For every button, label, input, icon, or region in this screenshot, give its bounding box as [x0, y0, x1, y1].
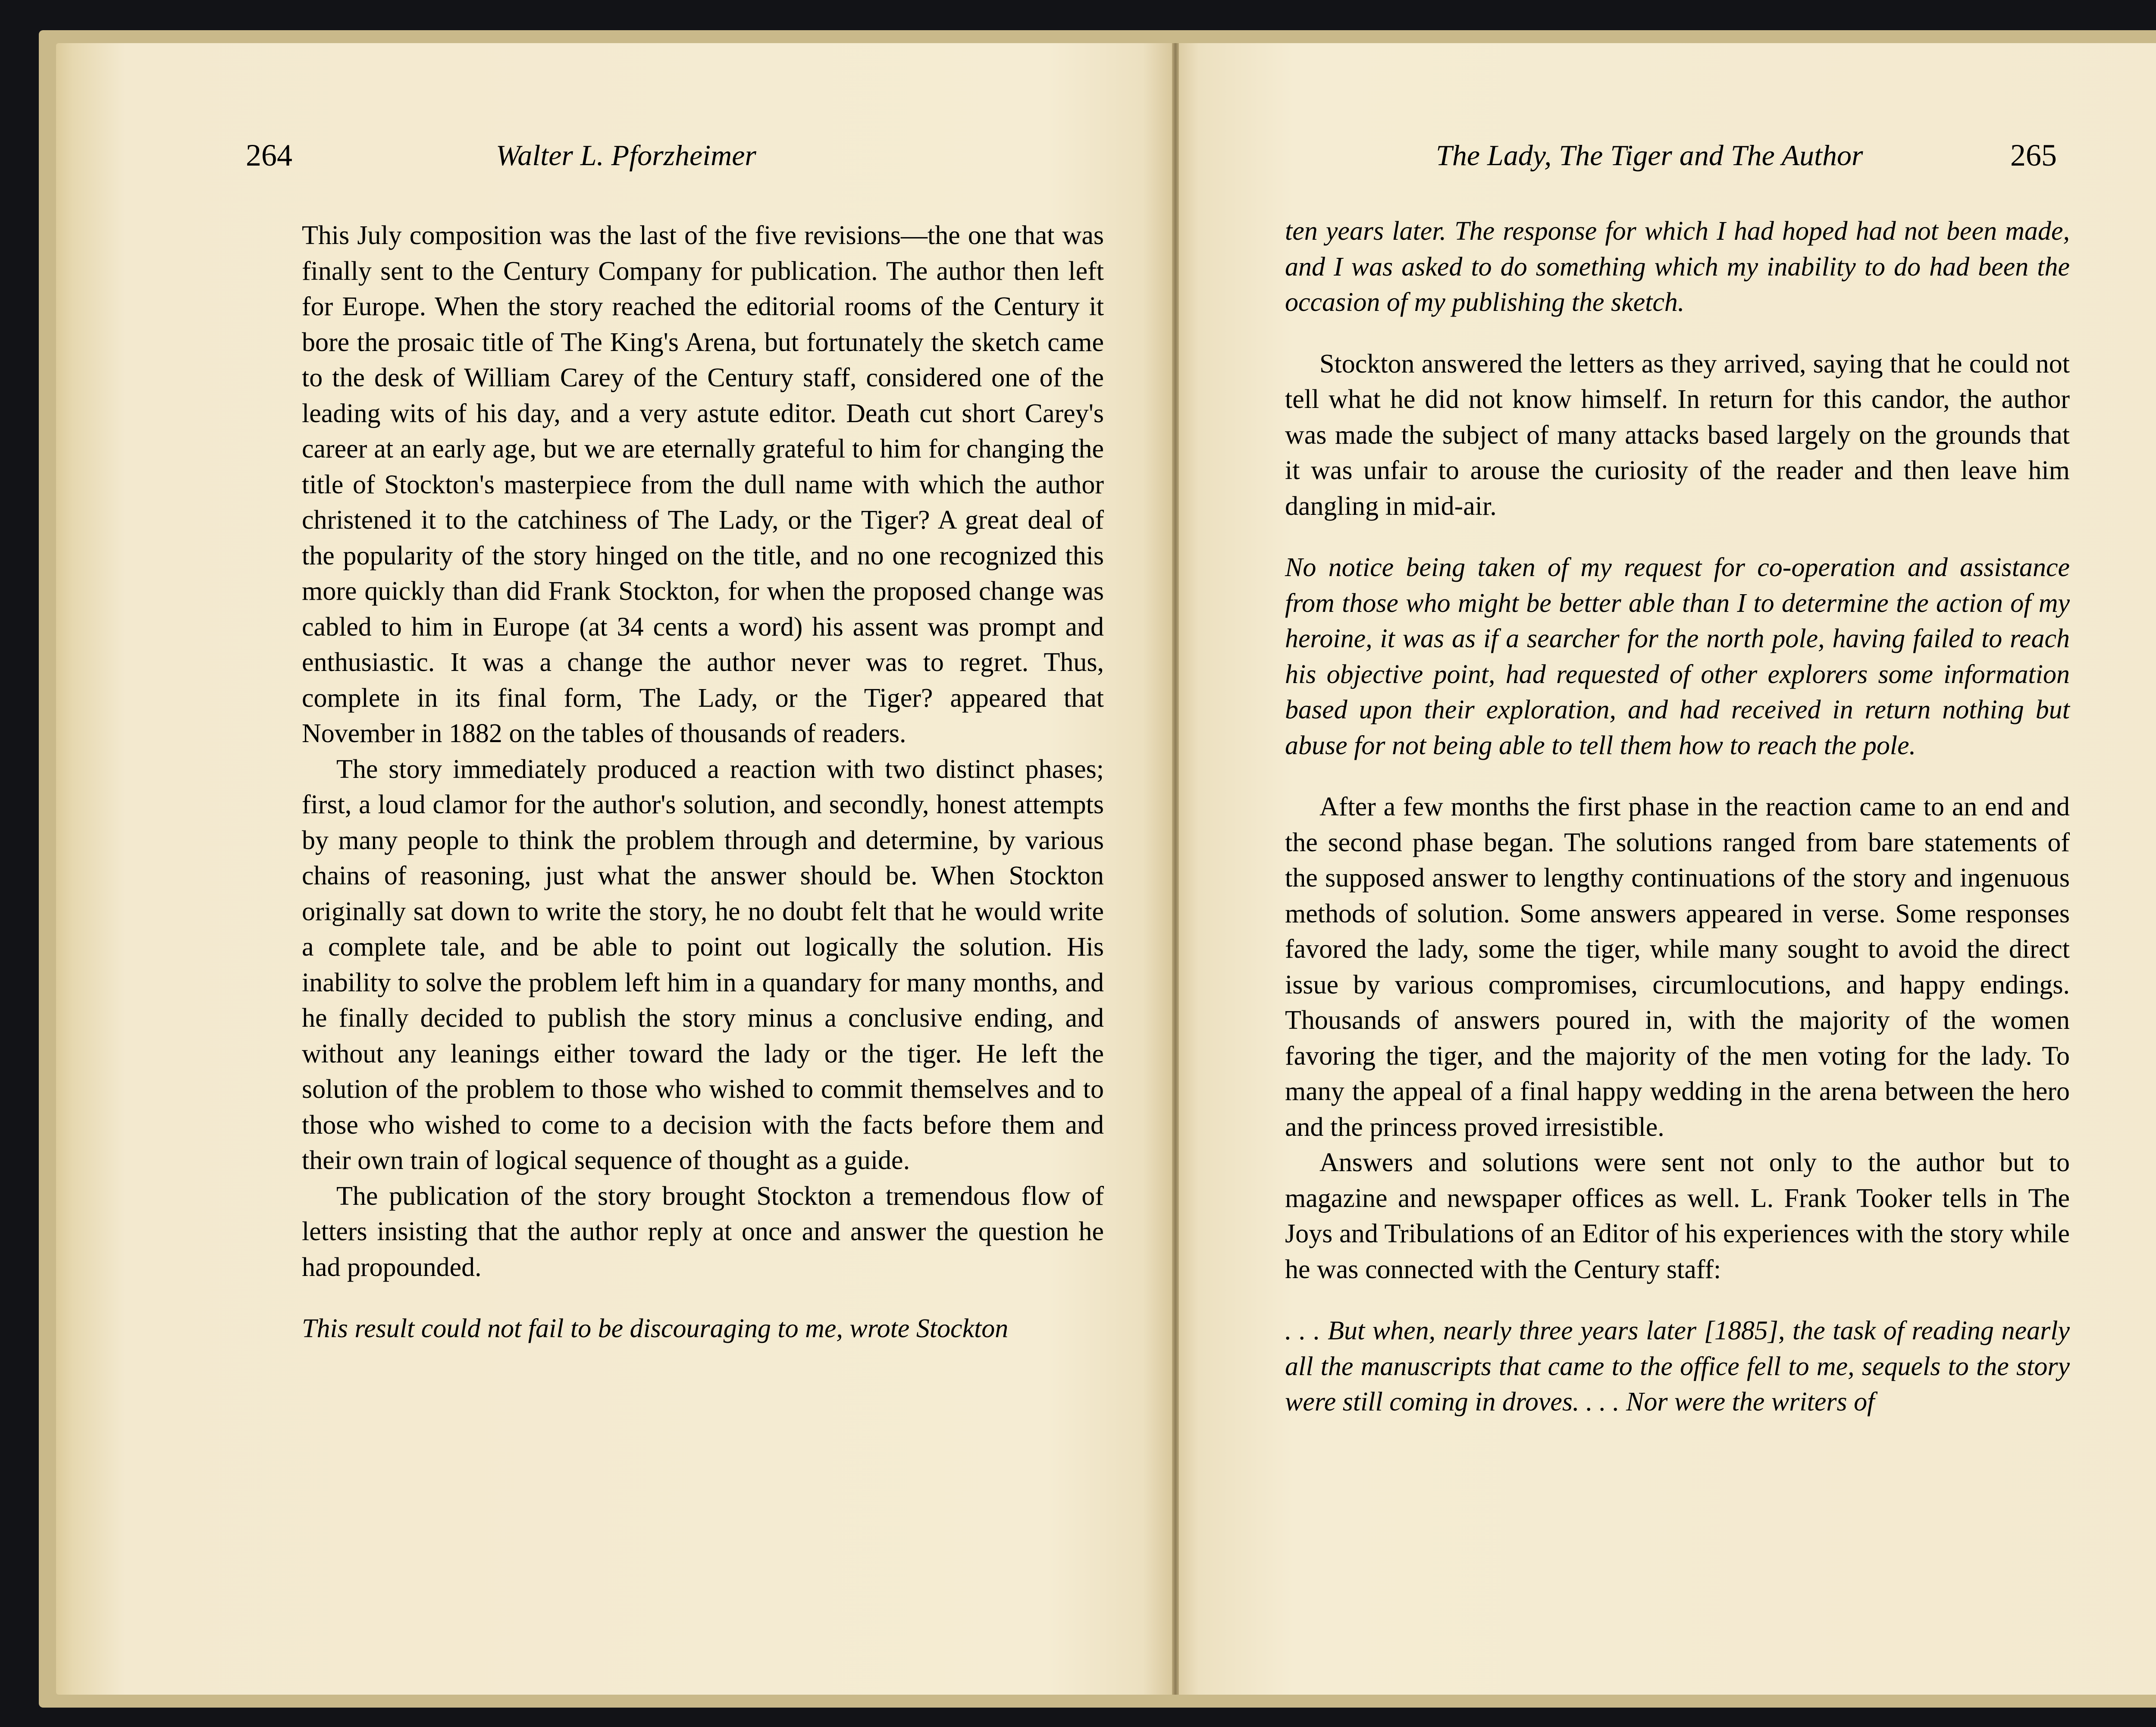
left-page-body: [302, 218, 1104, 1347]
paragraph: The publication of the story brought Stockton a tremendous flow of letters insisting that the author reply at once and answer the question he had propounded.: [302, 1181, 1104, 1282]
right-page-header: [1194, 129, 2057, 181]
left-running-head: Walter L. Pforzheimer: [496, 139, 756, 172]
right-page-body: [1285, 213, 2070, 1420]
paragraph: This July composition was the last of the five revisions—the one that was finally sent to the Century Company for publication. The author then left for Europe. When the story reached the editorial rooms of the Century it bore the prosaic title of The King's Arena, but fortunately the sketch came to the desk of William Carey of the Century staff, considered one of the leading wits of his day, and a very astute editor. Death cut short Carey's career at an early age, but we are eternally grateful to him for changing the title of Stockton's masterpiece from the dull name with which the author christened it to the catchiness of The Lady, or the Tiger? A great deal of the popularity of the story hinged on the title, and no one recognized this more quickly than did Frank Stockton, for when the proposed change was cabled to him in Europe (at 34 cents a word) his assent was prompt and enthusiastic. It was a change the author never was to regret. Thus, complete in its final form, The Lady, or the Tiger? appeared that November in 1882 on the tables of thousands of readers.: [302, 221, 1104, 748]
block-quote: . . . But when, nearly three years later [1885], the task of reading nearly all the manuscripts that came to the office fell to me, sequels to the story were still coming in droves. . . . Nor were the writers of: [1285, 1316, 2070, 1417]
paragraph: After a few months the first phase in the reaction came to an end and the second phase began. The solutions ranged from bare statements of the supposed answer to lengthy continuations of the story and ingenuous methods of solution. Some answers appeared in verse. Some responses favored the lady, some the tiger, while many sought to avoid the direct issue by various compromises, circumlocutions, and happy endings. Thousands of answers poured in, with the majority of the women favoring the tiger, and the majority of the men voting for the lady. To many the appeal of a final happy wedding in the arena between the hero and the princess proved irresistible.: [1285, 792, 2070, 1142]
block-quote: No notice being taken of my request for co-operation and assistance from those who might be better able than I to determine the action of my heroine, it was as if a searcher for the north pole, having failed to reach his objective point, had requested of other explorers some information based upon their exploration, and had received in return nothing but abuse for not being able to tell them how to reach the pole.: [1285, 553, 2070, 760]
block-quote: This result could not fail to be discouraging to me, wrote Stockton: [302, 1314, 1009, 1343]
block-quote: ten years later. The response for which I had hoped had not been made, and I was asked to do something which my inability to do had been the occasion of my publishing the sketch.: [1285, 216, 2070, 317]
paragraph: The story immediately produced a reaction with two distinct phases; first, a loud clamor for the author's solution, and secondly, honest attempts by many people to think the problem through and determine, by various chains of reasoning, just what the answer should be. When Stockton originally sat down to write the story, he no doubt felt that he would write a complete tale, and be able to point out logically the solution. His inability to solve the problem left him in a quandary for many months, and he finally decided to publish the story minus a conclusive ending, and without any leanings either toward the lady or the tiger. He left the solution of the problem to those who wished to commit themselves and to those who wished to come to a decision with the facts before them and their own train of logical sequence of thought as a guide.: [302, 754, 1104, 1175]
paragraph: Answers and solutions were sent not only to the author but to magazine and newspaper offices as well. L. Frank Tooker tells in The Joys and Tribulations of an Editor of his experiences with the story while he was connected with the Century staff:: [1285, 1148, 2070, 1284]
left-page-number: 264: [246, 138, 292, 172]
book-gutter: [1172, 43, 1179, 1695]
left-page-header: [246, 129, 1108, 181]
right-running-head: The Lady, The Tiger and The Author: [1436, 139, 1863, 172]
paragraph: Stockton answered the letters as they arrived, saying that he could not tell what he did not know himself. In return for this candor, the author was made the subject of many attacks based largely on the grounds that it was unfair to arouse the curiosity of the reader and then leave him dangling in mid-air.: [1285, 349, 2070, 521]
right-page-number: 265: [2010, 138, 2057, 172]
